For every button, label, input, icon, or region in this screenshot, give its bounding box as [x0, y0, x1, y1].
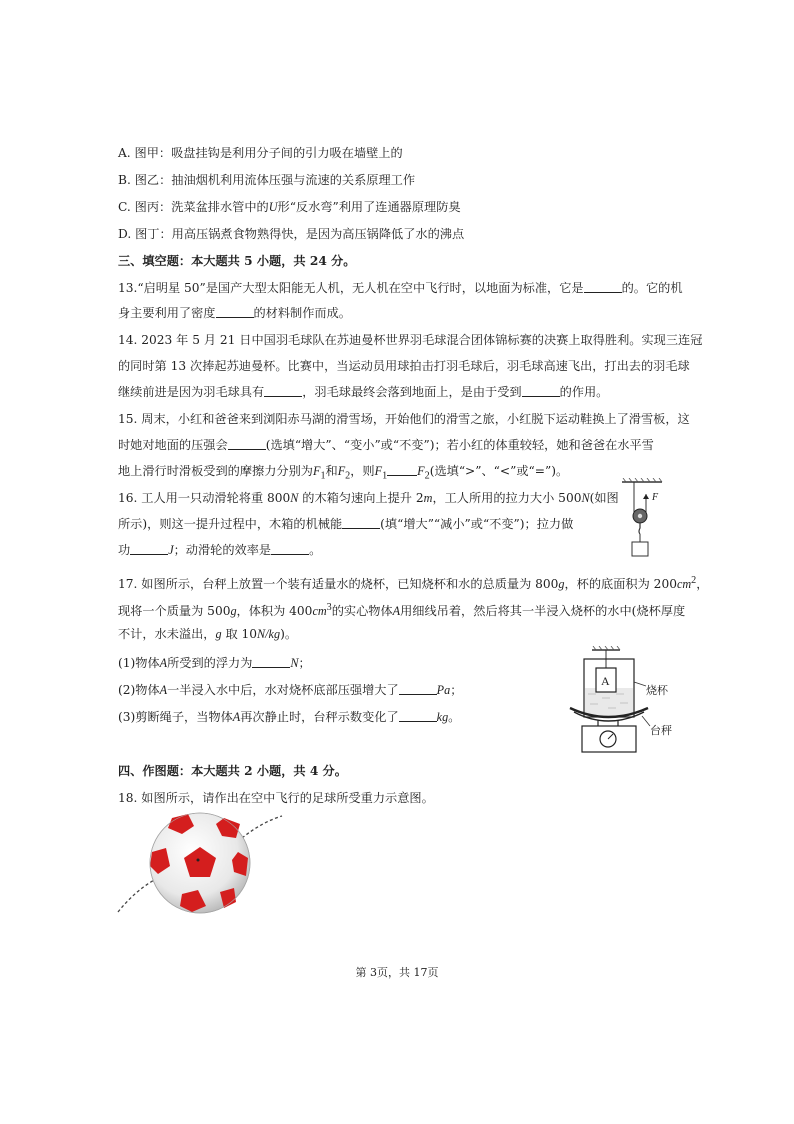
question-16 — [118, 490, 619, 506]
option-c-text-2: 形“反水弯”利用了连通器原理防臭 — [277, 200, 461, 214]
q17-text: 的实心物体 — [331, 604, 393, 619]
q17-text: 再次静止时，台秤示数变化了 — [240, 710, 399, 724]
q16-text: ，工人所用的拉力大小 500 — [432, 491, 582, 505]
q16-text: ；动滑轮的效率是 — [173, 543, 272, 557]
answer-blank[interactable] — [216, 305, 254, 318]
q17-text: 不计，水未溢出， — [118, 627, 216, 641]
q15-text: (选填“增大”、“变小”或“不变”)；若小红的体重较轻，她和爸爸在水平雪 — [265, 438, 654, 452]
question-15: 15. 周末，小红和爸爸来到浏阳赤马湖的滑雪场，开始他们的滑雪之旅，小红脱下运动鞋换上了滑雪板，这 — [118, 412, 690, 426]
subscript: 1 — [382, 470, 388, 482]
var-g: g — [215, 627, 222, 641]
q17-text: (2)物体 — [118, 683, 160, 697]
var-f: F — [417, 464, 425, 478]
q17-text: 现将一个质量为 500 — [118, 604, 231, 619]
q14-text: 继续前进是因为羽毛球具有 — [118, 385, 265, 399]
unit: cm — [312, 604, 327, 619]
question-15-line-3 — [118, 463, 568, 484]
question-13-line-2 — [118, 305, 351, 321]
unit: N — [290, 656, 299, 670]
q16-text: (如图 — [589, 491, 619, 505]
unit: N — [290, 491, 299, 505]
superscript: 2 — [691, 575, 697, 586]
answer-blank[interactable] — [271, 542, 309, 555]
q17-text: 17. 如图所示，台秤上放置一个装有适量水的烧杯，已知烧杯和水的总质量为 800 — [118, 577, 559, 592]
scale-label: 台秤 — [650, 724, 672, 737]
q17-text: (3)剪断绳子，当物体 — [118, 710, 233, 724]
q17-text: (1)物体 — [118, 656, 160, 670]
beaker-scale-figure — [562, 646, 712, 756]
unit: m — [423, 491, 433, 505]
var-a: A — [232, 710, 241, 724]
option-b: B. 图乙：抽油烟机利用流体压强与流速的关系原理工作 — [118, 173, 416, 187]
q17-text: 取 10 — [221, 627, 258, 641]
question-17 — [118, 573, 708, 592]
q16-text: 功 — [118, 543, 131, 557]
answer-blank[interactable] — [584, 280, 622, 293]
option-c-text-1: C. 图丙：洗菜盆排水管中的 — [118, 200, 269, 214]
q15-text: 地上滑行时滑板受到的摩擦力分别为 — [118, 464, 313, 478]
q13-text: 13.“启明星 50”是国产大型太阳能无人机，无人机在空中飞行时，以地面为标准，它是 — [118, 281, 584, 295]
q14-text: ，羽毛球最终会落到地面上，是由于受到 — [302, 385, 522, 399]
answer-blank[interactable] — [522, 384, 560, 397]
unit: N — [581, 491, 590, 505]
q17-text: ； — [298, 656, 311, 670]
q13-text: 的。它的机 — [621, 281, 683, 295]
q17-text: ； — [450, 683, 463, 697]
unit: g — [558, 577, 565, 592]
unit: N/kg — [257, 627, 281, 641]
q13-text: 的材料制作而成。 — [253, 306, 351, 320]
question-17-sub-1 — [118, 655, 311, 671]
answer-blank[interactable] — [399, 709, 437, 722]
q15-text: ，则 — [350, 464, 375, 478]
question-13 — [118, 280, 683, 296]
option-a: A. 图甲：吸盘挂钩是利用分子间的引力吸在墙壁上的 — [118, 146, 403, 160]
q17-text: 所受到的浮力为 — [167, 656, 253, 670]
question-18: 18. 如图所示，请作出在空中飞行的足球所受重力示意图。 — [118, 791, 434, 805]
q17-text: ，杯的底面积为 200 — [564, 577, 677, 592]
q17-text: 用细线吊着，然后将其一半浸入烧杯的水中(烧杯厚度 — [400, 604, 686, 619]
q16-text: 。 — [309, 543, 322, 557]
answer-blank[interactable] — [252, 655, 290, 668]
answer-blank[interactable] — [130, 542, 168, 555]
question-14: 14. 2023 年 5 月 21 日中国羽毛球队在苏迪曼杯世界羽毛球混合团体锦标赛的决赛上取得胜利。实现三连冠 — [118, 333, 703, 347]
q17-text: ，体积为 400 — [236, 604, 313, 619]
unit: g — [230, 604, 237, 619]
q17-text: 一半浸入水中后，水对烧杯底部压强增大了 — [167, 683, 399, 697]
question-16-line-3 — [118, 542, 321, 558]
unit: Pa — [436, 683, 451, 697]
q17-text: ， — [696, 577, 709, 592]
unit: kg — [436, 710, 449, 724]
option-c-var: U — [268, 200, 278, 214]
superscript: 3 — [326, 602, 332, 613]
question-15-line-2 — [118, 437, 654, 453]
var-f: F — [374, 464, 383, 478]
option-c — [118, 199, 461, 215]
section-4-heading: 四、作图题：本大题共 2 小题，共 4 分。 — [118, 764, 347, 778]
q17-text: )。 — [280, 627, 298, 641]
q15-text: 时她对地面的压强会 — [118, 438, 228, 452]
section-3-heading: 三、填空题：本大题共 5 小题，共 24 分。 — [118, 254, 356, 268]
var-a: A — [159, 656, 168, 670]
question-17-line-2 — [118, 600, 685, 619]
var-a: A — [159, 683, 168, 697]
beaker-label: 烧杯 — [646, 684, 668, 697]
q16-text: (填“增大”“减小”或“不变”)；拉力做 — [380, 517, 574, 531]
subscript: 1 — [320, 470, 326, 482]
object-a-label: A — [601, 674, 610, 688]
unit: J — [168, 543, 174, 557]
answer-blank[interactable] — [387, 463, 417, 476]
var-f: F — [313, 464, 321, 478]
q15-text: 和 — [325, 464, 338, 478]
page-footer: 第 3页，共 17页 — [355, 966, 439, 979]
question-14-line-3 — [118, 384, 608, 400]
answer-blank[interactable] — [264, 384, 302, 397]
option-d: D. 图丁：用高压锅煮食物熟得快，是因为高压锅降低了水的沸点 — [118, 227, 465, 241]
question-17-line-3 — [118, 626, 297, 642]
q13-text: 身主要利用了密度 — [118, 306, 216, 320]
unit: cm — [676, 577, 692, 592]
var-a: A — [392, 604, 401, 619]
question-16-line-2 — [118, 516, 573, 532]
pulley-figure — [618, 478, 672, 562]
question-14-line-2: 的同时第 13 次捧起苏迪曼杯。比赛中，当运动员用球拍击打羽毛球后，羽毛球高速飞出，打出去的羽毛球 — [118, 359, 690, 373]
answer-blank[interactable] — [342, 516, 380, 529]
q15-text: (选填“>”、“<”或“=”)。 — [429, 464, 569, 478]
answer-blank[interactable] — [228, 437, 266, 450]
subscript: 2 — [345, 470, 351, 482]
soccer-ball-figure — [112, 812, 288, 916]
q16-text: 所示)，则这一提升过程中，木箱的机械能 — [118, 517, 343, 531]
var-f: F — [337, 464, 346, 478]
q14-text: 的作用。 — [559, 385, 609, 399]
question-17-sub-2 — [118, 682, 462, 698]
q17-text: 。 — [448, 710, 461, 724]
q16-text: 16. 工人用一只动滑轮将重 800 — [118, 491, 291, 505]
answer-blank[interactable] — [399, 682, 437, 695]
question-17-sub-3 — [118, 709, 460, 725]
subscript: 2 — [424, 470, 430, 482]
q16-text: 的木箱匀速向上提升 2 — [298, 491, 424, 505]
force-label: F — [652, 492, 659, 503]
